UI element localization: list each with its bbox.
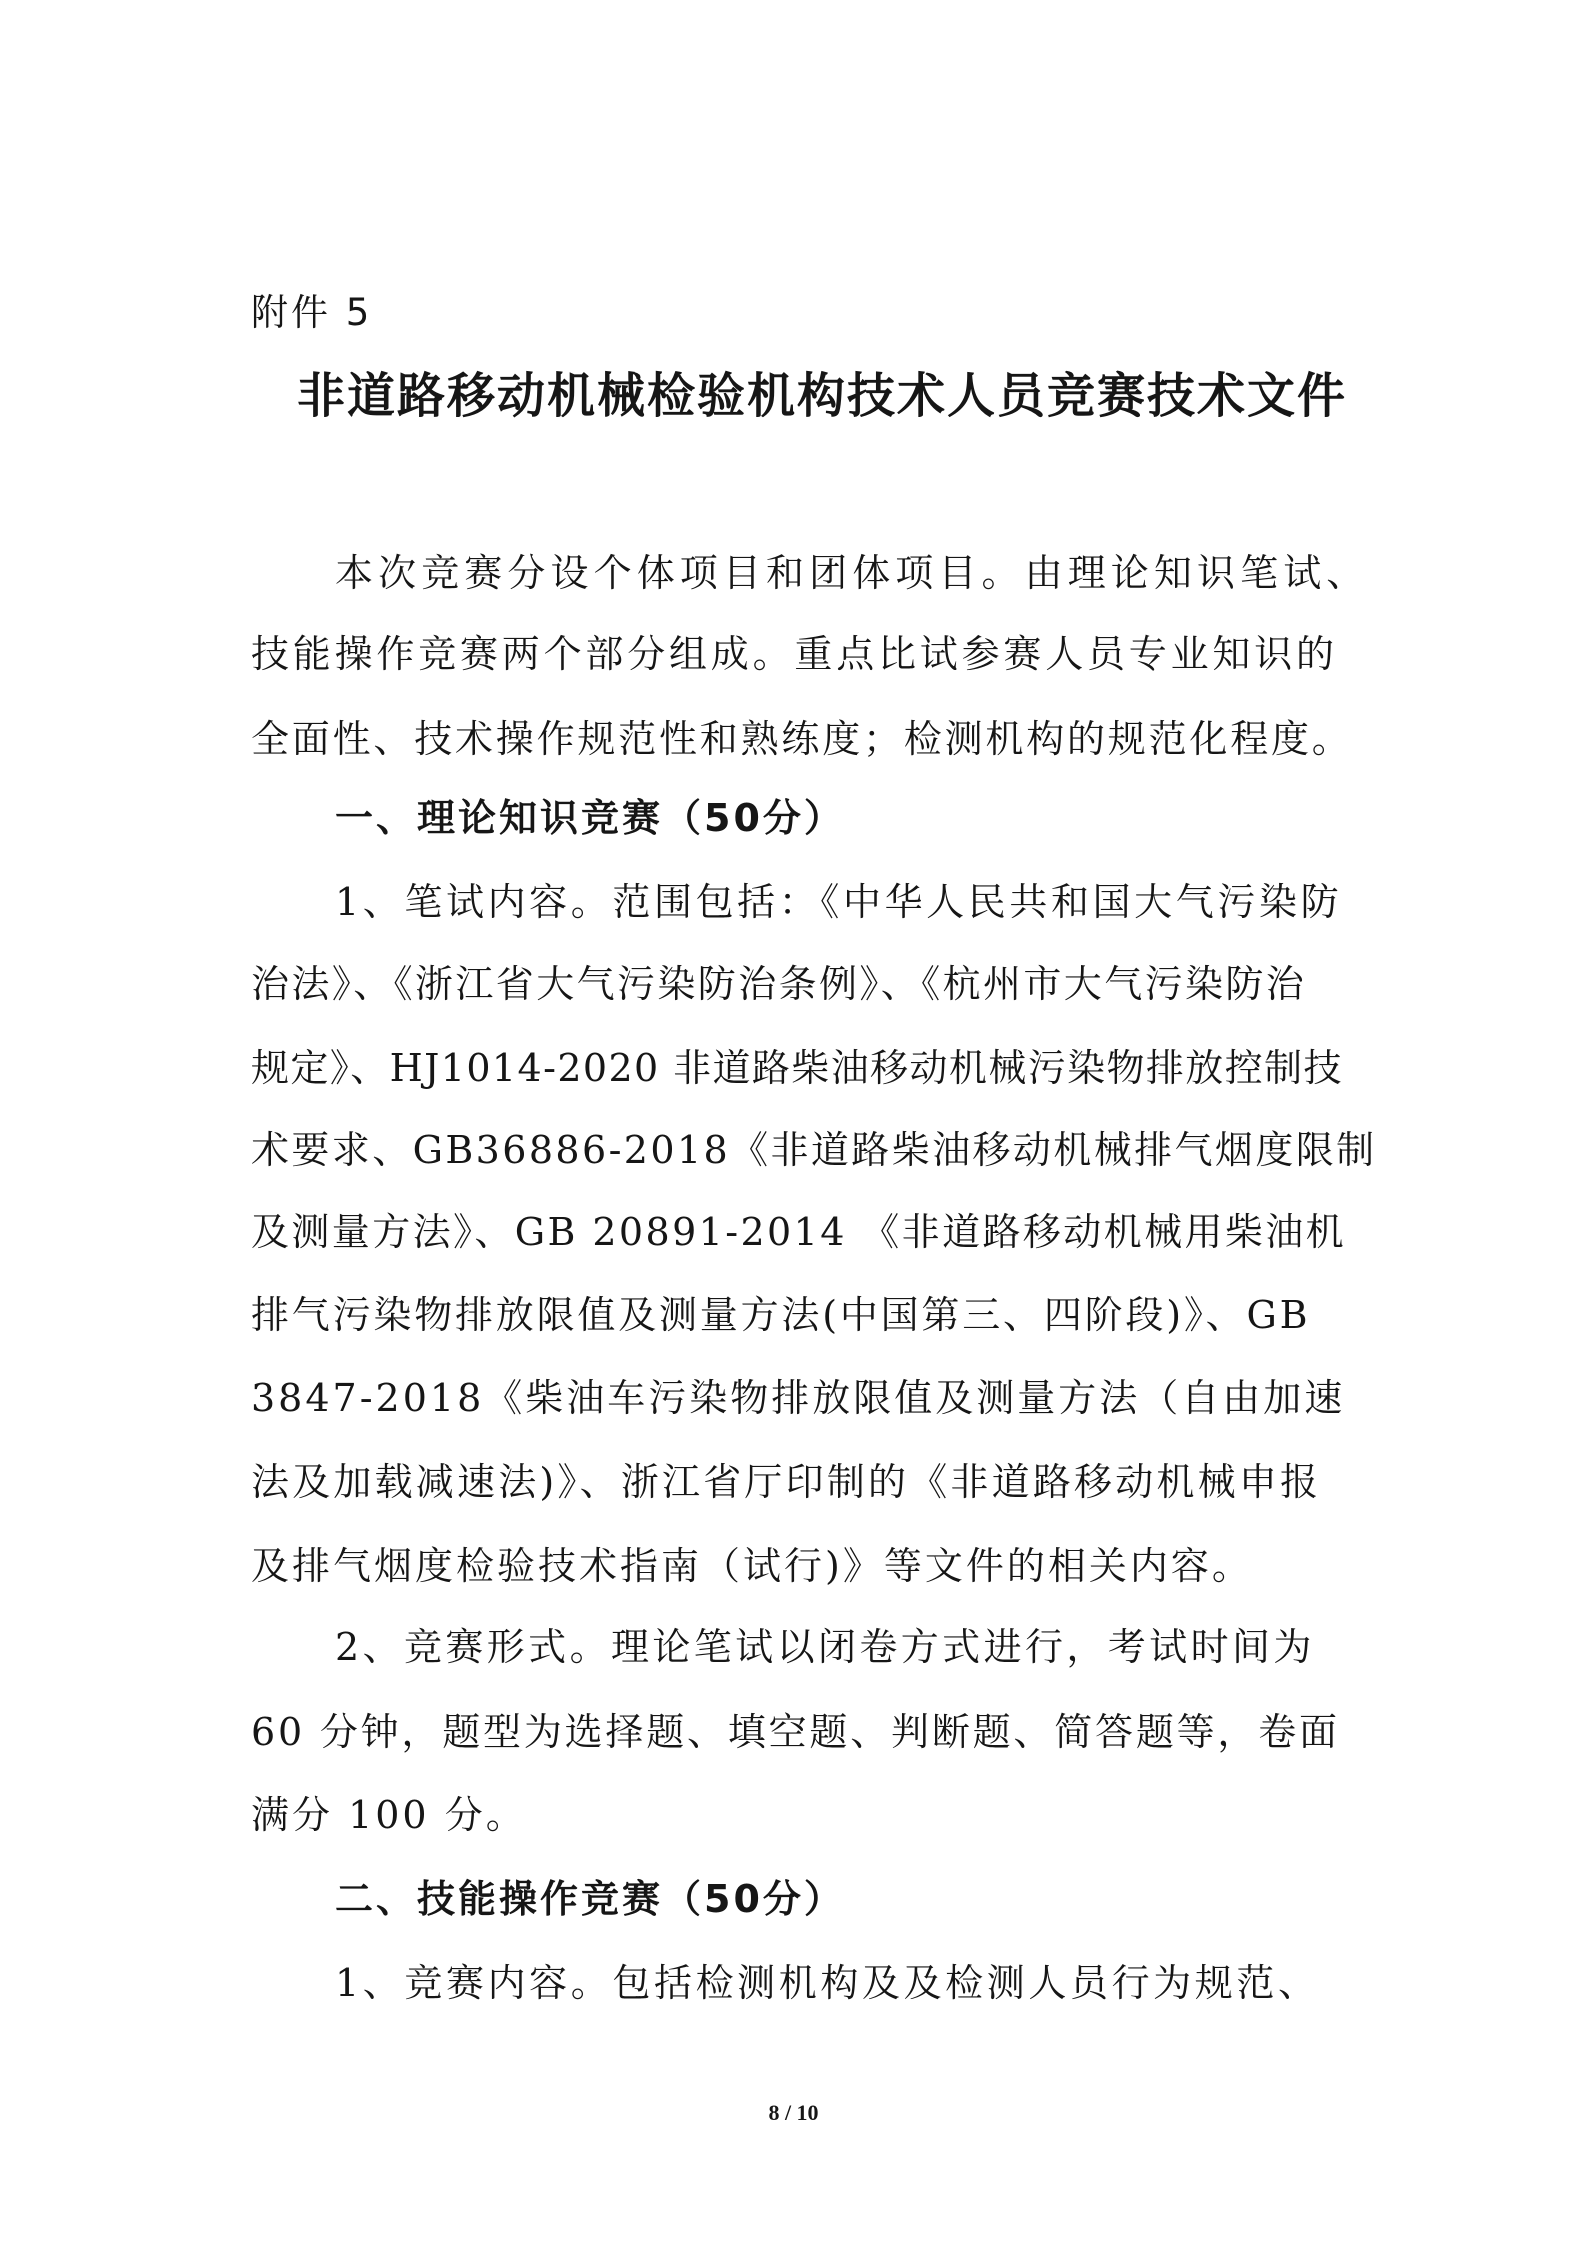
- paragraph-line: 满分 100 分。: [251, 1793, 527, 1837]
- paragraph-line: 及排气烟度检验技术指南（试行)》等文件的相关内容。: [251, 1544, 1253, 1588]
- document-title: 非道路移动机械检验机构技术人员竞赛技术文件: [297, 368, 1348, 424]
- intro-line: 本次竞赛分设个体项目和团体项目。由理论知识笔试、: [335, 551, 1370, 595]
- paragraph-line: 术要求、GB36886-2018《非道路柴油移动机械排气烟度限制: [251, 1128, 1377, 1172]
- paragraph-line: 1、竞赛内容。包括检测机构及及检测人员行为规范、: [335, 1961, 1320, 2005]
- paragraph-line: 及测量方法》、GB 20891-2014 《非道路移动机械用柴油机: [251, 1210, 1347, 1254]
- intro-line: 全面性、技术操作规范性和熟练度；检测机构的规范化程度。: [251, 717, 1353, 761]
- intro-line: 技能操作竞赛两个部分组成。重点比试参赛人员专业知识的: [251, 632, 1338, 676]
- paragraph-line: 60 分钟，题型为选择题、填空题、判断题、简答题等，卷面: [251, 1710, 1340, 1754]
- section-heading-theory: 一、理论知识竞赛（50分）: [335, 796, 845, 840]
- paragraph-line: 排气污染物排放限值及测量方法(中国第三、四阶段)》、GB: [251, 1293, 1311, 1337]
- attachment-label: 附件 5: [251, 291, 373, 334]
- paragraph-line: 2、竞赛形式。理论笔试以闭卷方式进行，考试时间为: [335, 1625, 1315, 1669]
- section-heading-skills: 二、技能操作竞赛（50分）: [335, 1877, 845, 1921]
- paragraph-line: 规定》、HJ1014-2020 非道路柴油移动机械污染物排放控制技: [251, 1046, 1343, 1090]
- paragraph-line: 法及加载减速法)》、浙江省厅印制的《非道路移动机械申报: [251, 1460, 1322, 1504]
- paragraph-line: 治法》、《浙江省大气污染防治条例》、《杭州市大气污染防治: [251, 962, 1307, 1006]
- page-number: 8 / 10: [768, 2100, 819, 2125]
- paragraph-line: 3847-2018《柴油车污染物排放限值及测量方法（自由加速: [251, 1376, 1346, 1420]
- paragraph-line: 1、笔试内容。范围包括：《中华人民共和国大气污染防: [335, 880, 1343, 924]
